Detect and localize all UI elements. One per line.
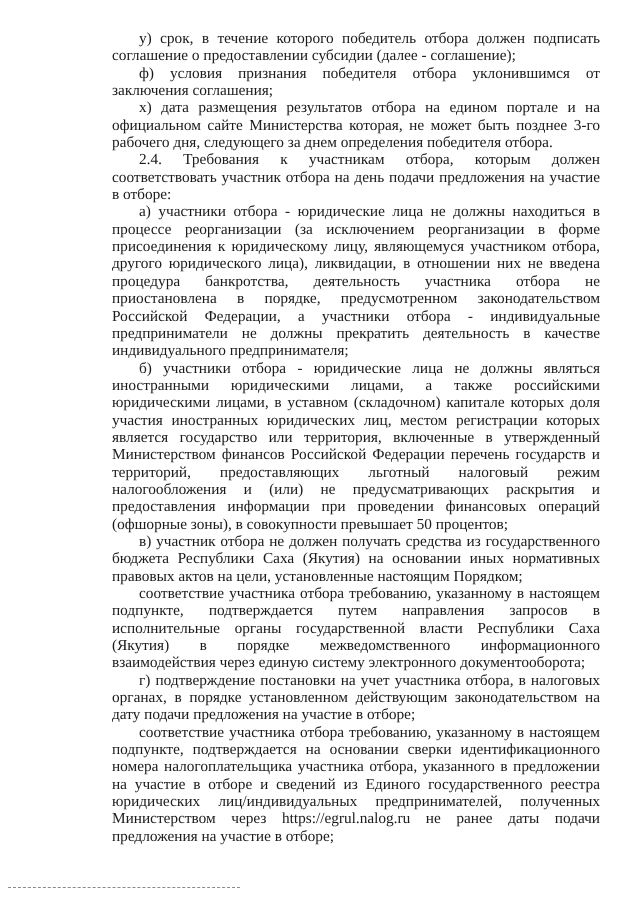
document-body xyxy=(112,30,600,845)
paragraph-v-budget-funds: в) участник отбора не должен получать средства из государственного бюджета Республики Саха (Якутия) на основании иных нормативных правовых актов на цели, установленные настоящим Порядком; xyxy=(112,532,600,585)
paragraph-b-foreign-entities: б) участники отбора - юридические лица не должны являться иностранными юридическими лицами, а также российскими юридическими лицами, в уставном (складочном) капитале которых доля участия иностранных юридических лиц, местом регистрации которых является государство или территория, включенные в утвержденный Министерством финансов Российской Федерации перечень государств и территорий, предоставляющих льготный налоговый режим налогообложения и (или) не предусматривающих раскрытия и предоставления информации при проведении финансовых операций (офшорные зоны), в совокупности превышает 50 процентов; xyxy=(112,359,600,533)
paragraph-g-tax-registration: г) подтверждение постановки на учет участника отбора, в налоговых органах, в порядке установленном действующим законодательством на дату подачи предложения на участие в отборе; xyxy=(112,671,600,724)
paragraph-a-reorganization: а) участники отбора - юридические лица не должны находиться в процессе реорганизации (за исключением реорганизации в форме присоединения к юридическому лицу, являющемуся участником отбора, другого юридического лица), ликвидации, в отношении них не введена процедура банкротства, деятельность участника отбора не приостановлена в порядке, предусмотренном законодательством Российской Федерации, а участники отбора - индивидуальные предприниматели не должны прекратить деятельность в качестве индивидуального предпринимателя; xyxy=(112,203,600,360)
paragraph-f-evasion-conditions: ф) условия признания победителя отбора уклонившимся от заключения соглашения; xyxy=(112,64,600,100)
paragraph-g-compliance: соответствие участника отбора требованию, указанному в настоящем подпункте, подтверждается на основании сверки идентификационного номера налогоплательщика участника отбора, указанного в предложении на участие в отборе и сведений из Единого государственного реестра юридических лиц/индивидуальных предпринимателей, полученных Министерством через https://egrul.nalog.ru не ранее даты подачи предложения на участие в отборе; xyxy=(112,723,600,845)
paragraph-2-4-requirements: 2.4. Требования к участникам отбора, которым должен соответствовать участник отбора на день подачи предложения на участие в отборе: xyxy=(112,151,600,204)
paragraph-kh-results-publication: х) дата размещения результатов отбора на едином портале и на официальном сайте Министерства которая, не может быть позднее 3-го рабочего дня, следующего за днем определения победителя отбора. xyxy=(112,99,600,152)
paragraph-v-compliance: соответствие участника отбора требованию, указанному в настоящем подпункте, подтверждается путем направления запросов в исполнительные органы государственной власти Республики Саха (Якутия) в порядке межведомственного информационного взаимодействия через единую систему электронного документооборота; xyxy=(112,585,600,672)
paragraph-u-signing-deadline: у) срок, в течение которого победитель отбора должен подписать соглашение о предоставлении субсидии (далее - соглашение); xyxy=(112,30,600,65)
footer-divider xyxy=(8,887,240,888)
